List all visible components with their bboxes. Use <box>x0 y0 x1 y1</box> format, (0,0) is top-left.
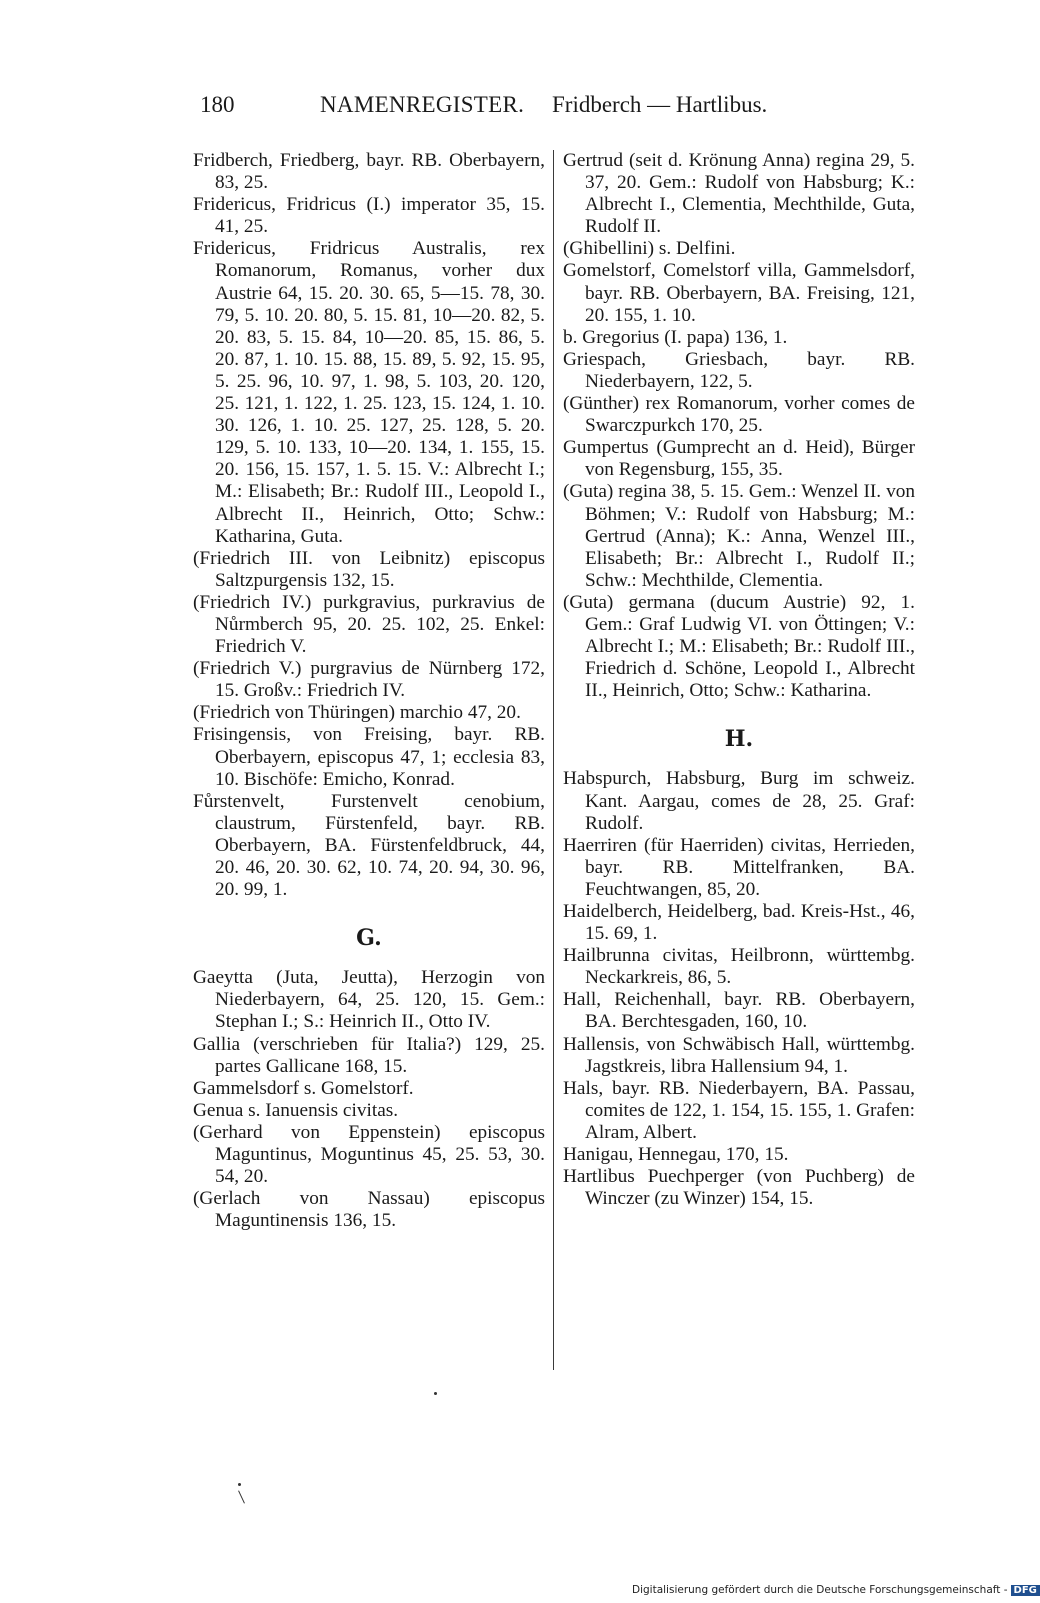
index-entry: (Guta) germana (ducum Austrie) 92, 1. Gem.: Graf Ludwig VI. von Öttingen; V.: Albrecht I.; M.: Elisabeth; Br.: Rudolf III., Friedrich d. Schöne, Leopold I., Albrecht II., Heinrich, Otto; Schw.: Katharina. <box>563 591 915 702</box>
digitization-credit <box>632 1584 1040 1600</box>
credit-text: Digitalisierung gefördert durch die Deutsche Forschungsgemeinschaft - <box>632 1584 1008 1596</box>
index-entry: Habspurch, Habsburg, Burg im schweiz. Kant. Aargau, comes de 28, 25. Graf: Rudolf. <box>563 768 915 834</box>
index-entry: Hanigau, Hennegau, 170, 15. <box>563 1144 789 1166</box>
index-entry: (Günther) rex Romanorum, vorher comes de Swarczpurkch 170, 25. <box>563 393 915 437</box>
header-title: NAMENREGISTER. <box>320 92 525 117</box>
index-entry: Gaeytta (Juta, Jeutta), Herzogin von Niederbayern, 64, 25. 120, 15. Gem.: Stephan I.; S.: Heinrich II., Otto IV. <box>193 967 545 1033</box>
index-entry: Hall, Reichenhall, bayr. RB. Oberbayern, BA. Berchtesgaden, 160, 10. <box>563 989 915 1033</box>
index-entry: Haerriren (für Haerriden) civitas, Herrieden, bayr. RB. Mittelfranken, BA. Feuchtwangen, 85, 20. <box>563 834 915 900</box>
index-entry: (Gerlach von Nassau) episcopus Maguntinensis 136, 15. <box>193 1188 545 1232</box>
scan-speck <box>238 1483 241 1486</box>
index-entry: (Guta) regina 38, 5. 15. Gem.: Wenzel II. von Böhmen; V.: Rudolf von Habsburg; M.: Gertrud (Anna); K.: Anna, Wenzel III., Elisabeth; Br.: Albrecht I., Rudolf II.; Schw.: Mechthilde, Clementia. <box>563 481 915 591</box>
index-entry: Fridericus, Fridricus Australis, rex Romanorum, Romanus, vorher dux Austrie 64, 15. 20. 30. 65, 5—15. 78, 30. 79, 5. 10. 20. 80, 5. 15. 81, 10—20. 82, 5. 20. 83, 5. 15. 84, 10—20. 85, 15. 86, 5. 20. 87, 1. 10. 15. 88, 15. 89, 5. 92, 15. 95, 5. 25. 96, 10. 97, 1. 98, 5. 103, 20. 120, 25. 121, 1. 122, 1. 25. 123, 15. 124, 1. 10. 30. 126, 1. 10. 25. 127, 25. 128, 5. 20. 129, 5. 10. 133, 10—20. 134, 1. 155, 15. 20. 156, 15. 157, 1. 5. 15. V.: Albrecht I.; M.: Elisabeth; Br.: Rudolf III., Leopold I., Albrecht II., Heinrich, Otto; Schw.: Katharina, Guta. <box>193 238 545 547</box>
index-entry: (Friedrich III. von Leibnitz) episcopus Saltzpurgensis 132, 15. <box>193 547 545 591</box>
index-entry: (Gerhard von Eppenstein) episcopus Maguntinus, Moguntinus 45, 25. 53, 30. 54, 20. <box>193 1121 545 1188</box>
index-entry: Fůrstenvelt, Furstenvelt cenobium, claustrum, Fürstenfeld, bayr. RB. Oberbayern, BA. Fürstenfeldbruck, 44, 20. 46, 20. 30. 62, 10. 74, 20. 94, 30. 96, 20. 99, 1. <box>193 790 545 901</box>
left-column <box>193 150 545 1232</box>
index-entry: Gallia (verschrieben für Italia?) 129, 25. partes Gallicane 168, 15. <box>193 1033 545 1077</box>
column-divider <box>553 150 554 1370</box>
index-entry: Genua s. Ianuensis civitas. <box>193 1099 399 1121</box>
scan-speck <box>434 1392 437 1395</box>
index-entry: Griespach, Griesbach, bayr. RB. Niederbayern, 122, 5. <box>563 348 915 392</box>
dfg-logo: DFG <box>1011 1585 1040 1596</box>
index-entry: (Friedrich von Thüringen) marchio 47, 20. <box>193 702 521 724</box>
index-entry: (Friedrich V.) purgravius de Nürnberg 172, 15. Großv.: Friedrich IV. <box>193 658 545 702</box>
index-entry: Hals, bayr. RB. Niederbayern, BA. Passau, comites de 122, 1. 154, 15. 155, 1. Grafen: Alram, Albert. <box>563 1077 915 1143</box>
index-entry: Hailbrunna civitas, Heilbronn, württembg. Neckarkreis, 86, 5. <box>563 945 915 989</box>
index-entry: (Ghibellini) s. Delfini. <box>563 238 736 260</box>
index-entry: Frisingensis, von Freising, bayr. RB. Oberbayern, episcopus 47, 1; ecclesia 83, 10. Bischöfe: Emicho, Konrad. <box>193 724 545 790</box>
index-entry: (Friedrich IV.) purkgravius, purkravius de Nůrmberch 95, 20. 25. 102, 25. Enkel: Friedrich V. <box>193 591 545 658</box>
index-entry: Fridericus, Fridricus (I.) imperator 35, 15. 41, 25. <box>193 194 545 238</box>
index-entry: Hartlibus Puechperger (von Puchberg) de Winczer (zu Winzer) 154, 15. <box>563 1166 915 1210</box>
index-entry: Gomelstorf, Comelstorf villa, Gammelsdorf, bayr. RB. Oberbayern, BA. Freising, 121, 20. 155, 1. 10. <box>563 260 915 326</box>
index-entry: b. Gregorius (I. papa) 136, 1. <box>563 326 788 348</box>
header-range: Fridberch — Hartlibus. <box>552 92 768 117</box>
scan-scratch <box>238 1490 245 1503</box>
right-column <box>563 150 915 1210</box>
section-letter-h: H. <box>724 726 754 753</box>
index-entry: Hallensis, von Schwäbisch Hall, württembg. Jagstkreis, libra Hallensium 94, 1. <box>563 1033 915 1077</box>
running-header <box>194 86 914 126</box>
section-letter-g: G. <box>356 925 382 952</box>
index-entry: Gumpertus (Gumprecht an d. Heid), Bürger von Regensburg, 155, 35. <box>563 437 915 481</box>
index-entry: Gammelsdorf s. Gomelstorf. <box>193 1077 414 1099</box>
index-entry: Haidelberch, Heidelberg, bad. Kreis-Hst., 46, 15. 69, 1. <box>563 901 915 945</box>
page-number: 180 <box>200 92 235 117</box>
index-entry: Gertrud (seit d. Krönung Anna) regina 29, 5. 37, 20. Gem.: Rudolf von Habsburg; K.: Albrecht I., Clementia, Mechthilde, Guta, Rudolf II. <box>563 150 915 238</box>
index-entry: Fridberch, Friedberg, bayr. RB. Oberbayern, 83, 25. <box>193 150 545 194</box>
